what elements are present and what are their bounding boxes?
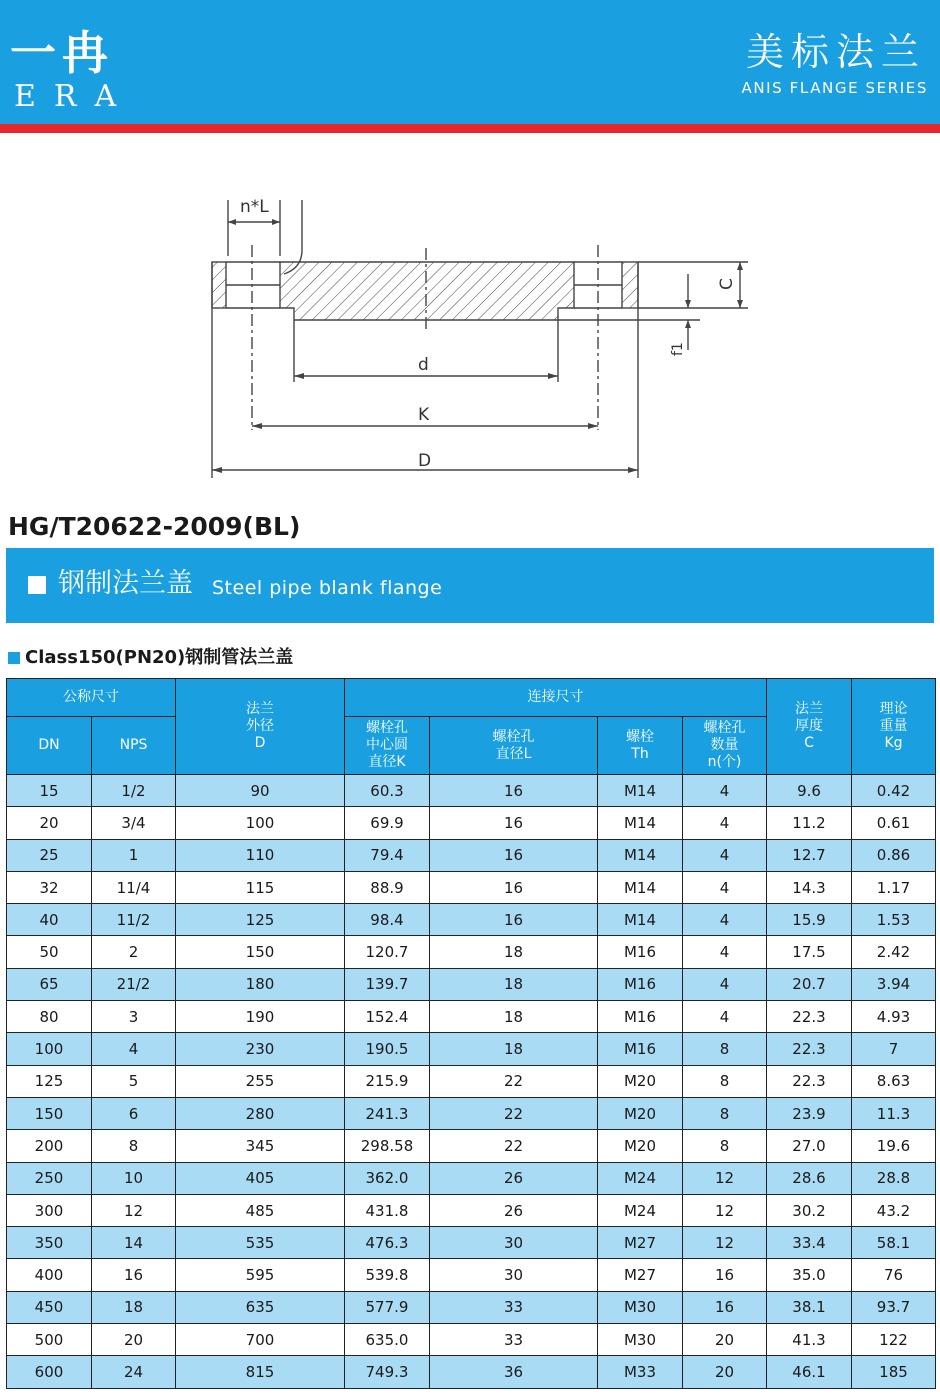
cell-nps: 3 xyxy=(92,1001,176,1033)
cell-thickness: 22.3 xyxy=(767,1065,852,1097)
cell-bolt-circle: 152.4 xyxy=(345,1001,430,1033)
cell-dn: 100 xyxy=(7,1033,92,1065)
cell-outer-diameter: 405 xyxy=(176,1162,345,1194)
cell-thickness: 14.3 xyxy=(767,871,852,903)
table-row xyxy=(7,936,936,968)
cell-bolt-count: 8 xyxy=(683,1065,767,1097)
table-row xyxy=(7,1033,936,1065)
table-body xyxy=(7,775,936,1389)
dim-label-d: d xyxy=(418,355,429,375)
cell-weight: 122 xyxy=(852,1324,936,1356)
header-connection-dims: 连接尺寸 xyxy=(345,679,767,717)
header-nps: NPS xyxy=(92,717,176,775)
cell-weight: 93.7 xyxy=(852,1291,936,1323)
cell-bolt-hole: 18 xyxy=(430,968,598,1000)
cell-thickness: 27.0 xyxy=(767,1130,852,1162)
cell-bolt-count: 4 xyxy=(683,807,767,839)
cell-weight: 1.53 xyxy=(852,904,936,936)
cell-bolt-hole: 33 xyxy=(430,1324,598,1356)
table-row xyxy=(7,1001,936,1033)
cell-outer-diameter: 535 xyxy=(176,1227,345,1259)
header-nominal-size: 公称尺寸 xyxy=(7,679,176,717)
cell-dn: 40 xyxy=(7,904,92,936)
cell-dn: 50 xyxy=(7,936,92,968)
dim-label-c: C xyxy=(717,278,737,290)
cell-outer-diameter: 150 xyxy=(176,936,345,968)
cell-nps: 6 xyxy=(92,1097,176,1129)
cell-thickness: 28.6 xyxy=(767,1162,852,1194)
flange-spec-table xyxy=(6,678,936,1389)
cell-bolt-circle: 539.8 xyxy=(345,1259,430,1291)
header-red-rule xyxy=(0,124,940,133)
cell-nps: 16 xyxy=(92,1259,176,1291)
dim-label-nl: n*L xyxy=(240,197,269,217)
header-thickness: 法兰 厚度 C xyxy=(767,679,852,775)
cell-bolt-hole: 16 xyxy=(430,807,598,839)
cell-weight: 0.42 xyxy=(852,775,936,807)
cell-thickness: 20.7 xyxy=(767,968,852,1000)
cell-thickness: 33.4 xyxy=(767,1227,852,1259)
cell-nps: 1/2 xyxy=(92,775,176,807)
standard-code: HG/T20622-2009(BL) xyxy=(8,512,301,541)
cell-dn: 20 xyxy=(7,807,92,839)
cell-dn: 80 xyxy=(7,1001,92,1033)
table-row xyxy=(7,1356,936,1388)
cell-bolt-count: 20 xyxy=(683,1324,767,1356)
cell-dn: 200 xyxy=(7,1130,92,1162)
cell-weight: 2.42 xyxy=(852,936,936,968)
section-banner xyxy=(6,548,934,623)
table-row xyxy=(7,807,936,839)
cell-bolt-circle: 577.9 xyxy=(345,1291,430,1323)
banner-title-en: Steel pipe blank flange xyxy=(212,577,443,599)
cell-outer-diameter: 230 xyxy=(176,1033,345,1065)
cell-dn: 350 xyxy=(7,1227,92,1259)
cell-bolt-hole: 16 xyxy=(430,775,598,807)
table-row xyxy=(7,1291,936,1323)
cell-dn: 25 xyxy=(7,839,92,871)
cell-bolt-count: 4 xyxy=(683,968,767,1000)
cell-bolt-circle: 79.4 xyxy=(345,839,430,871)
cell-dn: 150 xyxy=(7,1097,92,1129)
cell-bolt-circle: 60.3 xyxy=(345,775,430,807)
cell-dn: 300 xyxy=(7,1194,92,1226)
cell-outer-diameter: 595 xyxy=(176,1259,345,1291)
square-bullet-icon xyxy=(8,652,20,664)
cell-bolt-thread: M33 xyxy=(598,1356,683,1388)
cell-bolt-thread: M20 xyxy=(598,1097,683,1129)
cell-outer-diameter: 255 xyxy=(176,1065,345,1097)
cell-weight: 28.8 xyxy=(852,1162,936,1194)
cell-bolt-circle: 120.7 xyxy=(345,936,430,968)
cell-bolt-count: 4 xyxy=(683,839,767,871)
cell-thickness: 22.3 xyxy=(767,1001,852,1033)
cell-outer-diameter: 815 xyxy=(176,1356,345,1388)
cell-bolt-thread: M14 xyxy=(598,807,683,839)
cell-dn: 250 xyxy=(7,1162,92,1194)
cell-dn: 400 xyxy=(7,1259,92,1291)
cell-bolt-circle: 362.0 xyxy=(345,1162,430,1194)
cell-bolt-circle: 139.7 xyxy=(345,968,430,1000)
cell-bolt-thread: M16 xyxy=(598,936,683,968)
cell-nps: 24 xyxy=(92,1356,176,1388)
flange-cross-section-drawing xyxy=(200,190,760,490)
cell-nps: 21/2 xyxy=(92,968,176,1000)
cell-bolt-hole: 22 xyxy=(430,1097,598,1129)
cell-bolt-hole: 18 xyxy=(430,1033,598,1065)
cell-bolt-thread: M30 xyxy=(598,1291,683,1323)
cell-outer-diameter: 110 xyxy=(176,839,345,871)
cell-dn: 450 xyxy=(7,1291,92,1323)
cell-bolt-thread: M27 xyxy=(598,1259,683,1291)
cell-thickness: 9.6 xyxy=(767,775,852,807)
cell-outer-diameter: 485 xyxy=(176,1194,345,1226)
cell-bolt-hole: 16 xyxy=(430,871,598,903)
cell-bolt-circle: 298.58 xyxy=(345,1130,430,1162)
cell-bolt-hole: 26 xyxy=(430,1194,598,1226)
cell-bolt-circle: 88.9 xyxy=(345,871,430,903)
page-header xyxy=(0,0,940,124)
cell-nps: 11/2 xyxy=(92,904,176,936)
cell-outer-diameter: 100 xyxy=(176,807,345,839)
cell-bolt-circle: 190.5 xyxy=(345,1033,430,1065)
cell-bolt-thread: M24 xyxy=(598,1162,683,1194)
cell-bolt-count: 4 xyxy=(683,871,767,903)
cell-thickness: 17.5 xyxy=(767,936,852,968)
cell-bolt-count: 4 xyxy=(683,936,767,968)
cell-bolt-hole: 33 xyxy=(430,1291,598,1323)
cell-weight: 3.94 xyxy=(852,968,936,1000)
cell-nps: 10 xyxy=(92,1162,176,1194)
table-row xyxy=(7,871,936,903)
logo-english: ERA xyxy=(14,79,135,114)
cell-bolt-circle: 69.9 xyxy=(345,807,430,839)
cell-bolt-thread: M16 xyxy=(598,1001,683,1033)
cell-bolt-circle: 241.3 xyxy=(345,1097,430,1129)
cell-bolt-hole: 18 xyxy=(430,936,598,968)
cell-bolt-count: 12 xyxy=(683,1162,767,1194)
cell-thickness: 12.7 xyxy=(767,839,852,871)
cell-dn: 65 xyxy=(7,968,92,1000)
cell-weight: 185 xyxy=(852,1356,936,1388)
cell-bolt-thread: M30 xyxy=(598,1324,683,1356)
cell-nps: 5 xyxy=(92,1065,176,1097)
cell-nps: 8 xyxy=(92,1130,176,1162)
cell-bolt-hole: 22 xyxy=(430,1065,598,1097)
cell-thickness: 30.2 xyxy=(767,1194,852,1226)
cell-bolt-count: 8 xyxy=(683,1033,767,1065)
cell-bolt-hole: 16 xyxy=(430,904,598,936)
series-title-cn: 美标法兰 xyxy=(745,30,926,74)
cell-weight: 76 xyxy=(852,1259,936,1291)
cell-bolt-thread: M14 xyxy=(598,871,683,903)
cell-thickness: 15.9 xyxy=(767,904,852,936)
cell-bolt-thread: M16 xyxy=(598,1033,683,1065)
header-bolt-circle: 螺栓孔 中心圆 直径K xyxy=(345,717,430,775)
cell-weight: 58.1 xyxy=(852,1227,936,1259)
cell-thickness: 23.9 xyxy=(767,1097,852,1129)
table-row xyxy=(7,1259,936,1291)
era-logo xyxy=(10,26,135,118)
table-row xyxy=(7,1324,936,1356)
cell-bolt-circle: 431.8 xyxy=(345,1194,430,1226)
table-row xyxy=(7,1194,936,1226)
cell-bolt-circle: 215.9 xyxy=(345,1065,430,1097)
cell-dn: 15 xyxy=(7,775,92,807)
cell-outer-diameter: 190 xyxy=(176,1001,345,1033)
cell-thickness: 38.1 xyxy=(767,1291,852,1323)
banner-title-cn: 钢制法兰盖 xyxy=(58,568,193,599)
cell-outer-diameter: 700 xyxy=(176,1324,345,1356)
cell-weight: 43.2 xyxy=(852,1194,936,1226)
cell-bolt-thread: M14 xyxy=(598,904,683,936)
cell-nps: 14 xyxy=(92,1227,176,1259)
cell-outer-diameter: 635 xyxy=(176,1291,345,1323)
cell-bolt-thread: M27 xyxy=(598,1227,683,1259)
header-outer-diameter: 法兰 外径 D xyxy=(176,679,345,775)
cell-bolt-count: 12 xyxy=(683,1194,767,1226)
cell-bolt-count: 8 xyxy=(683,1097,767,1129)
table-row xyxy=(7,1227,936,1259)
cell-bolt-count: 16 xyxy=(683,1291,767,1323)
table-row xyxy=(7,1130,936,1162)
table-row xyxy=(7,968,936,1000)
header-dn: DN xyxy=(7,717,92,775)
cell-bolt-thread: M24 xyxy=(598,1194,683,1226)
table-row xyxy=(7,775,936,807)
cell-weight: 4.93 xyxy=(852,1001,936,1033)
cell-bolt-circle: 476.3 xyxy=(345,1227,430,1259)
cell-nps: 11/4 xyxy=(92,871,176,903)
cell-nps: 12 xyxy=(92,1194,176,1226)
cell-outer-diameter: 280 xyxy=(176,1097,345,1129)
cell-thickness: 11.2 xyxy=(767,807,852,839)
cell-nps: 4 xyxy=(92,1033,176,1065)
table-title: Class150(PN20)钢制管法兰盖 xyxy=(25,647,294,668)
cell-bolt-thread: M20 xyxy=(598,1065,683,1097)
table-row xyxy=(7,1097,936,1129)
table-row xyxy=(7,839,936,871)
cell-bolt-hole: 26 xyxy=(430,1162,598,1194)
cell-nps: 18 xyxy=(92,1291,176,1323)
cell-weight: 1.17 xyxy=(852,871,936,903)
cell-weight: 7 xyxy=(852,1033,936,1065)
header-weight: 理论 重量 Kg xyxy=(852,679,936,775)
cell-outer-diameter: 125 xyxy=(176,904,345,936)
table-row xyxy=(7,1162,936,1194)
cell-weight: 0.86 xyxy=(852,839,936,871)
series-title-en: ANIS FLANGE SERIES xyxy=(741,79,928,97)
cell-bolt-count: 4 xyxy=(683,904,767,936)
cell-nps: 3/4 xyxy=(92,807,176,839)
cell-dn: 32 xyxy=(7,871,92,903)
cell-weight: 11.3 xyxy=(852,1097,936,1129)
cell-weight: 0.61 xyxy=(852,807,936,839)
header-bolt-thread: 螺栓 Th xyxy=(598,717,683,775)
cell-thickness: 41.3 xyxy=(767,1324,852,1356)
cell-thickness: 22.3 xyxy=(767,1033,852,1065)
square-bullet-icon xyxy=(28,576,46,594)
cell-bolt-count: 20 xyxy=(683,1356,767,1388)
cell-bolt-count: 4 xyxy=(683,775,767,807)
cell-outer-diameter: 345 xyxy=(176,1130,345,1162)
cell-nps: 2 xyxy=(92,936,176,968)
cell-thickness: 35.0 xyxy=(767,1259,852,1291)
dim-label-f1: f1 xyxy=(670,342,686,356)
cell-bolt-thread: M14 xyxy=(598,839,683,871)
cell-nps: 20 xyxy=(92,1324,176,1356)
cell-bolt-circle: 635.0 xyxy=(345,1324,430,1356)
cell-bolt-hole: 30 xyxy=(430,1259,598,1291)
cell-bolt-thread: M20 xyxy=(598,1130,683,1162)
cell-bolt-count: 12 xyxy=(683,1227,767,1259)
table-row xyxy=(7,904,936,936)
cell-bolt-count: 8 xyxy=(683,1130,767,1162)
cell-weight: 19.6 xyxy=(852,1130,936,1162)
cell-bolt-count: 4 xyxy=(683,1001,767,1033)
cell-outer-diameter: 180 xyxy=(176,968,345,1000)
cell-bolt-hole: 22 xyxy=(430,1130,598,1162)
cell-weight: 8.63 xyxy=(852,1065,936,1097)
cell-dn: 500 xyxy=(7,1324,92,1356)
cell-bolt-thread: M16 xyxy=(598,968,683,1000)
cell-outer-diameter: 90 xyxy=(176,775,345,807)
cell-bolt-hole: 36 xyxy=(430,1356,598,1388)
cell-dn: 125 xyxy=(7,1065,92,1097)
cell-bolt-thread: M14 xyxy=(598,775,683,807)
cell-bolt-hole: 16 xyxy=(430,839,598,871)
cell-bolt-count: 16 xyxy=(683,1259,767,1291)
cell-outer-diameter: 115 xyxy=(176,871,345,903)
header-bolt-hole-diameter: 螺栓孔 直径L xyxy=(430,717,598,775)
cell-bolt-hole: 30 xyxy=(430,1227,598,1259)
dim-label-outer-d: D xyxy=(418,451,432,471)
cell-dn: 600 xyxy=(7,1356,92,1388)
dim-label-k: K xyxy=(418,405,430,425)
logo-chinese: 一冉 xyxy=(10,26,114,80)
table-row xyxy=(7,1065,936,1097)
header-bolt-count: 螺栓孔 数量 n(个) xyxy=(683,717,767,775)
cell-thickness: 46.1 xyxy=(767,1356,852,1388)
cell-bolt-circle: 749.3 xyxy=(345,1356,430,1388)
cell-bolt-hole: 18 xyxy=(430,1001,598,1033)
cell-bolt-circle: 98.4 xyxy=(345,904,430,936)
cell-nps: 1 xyxy=(92,839,176,871)
